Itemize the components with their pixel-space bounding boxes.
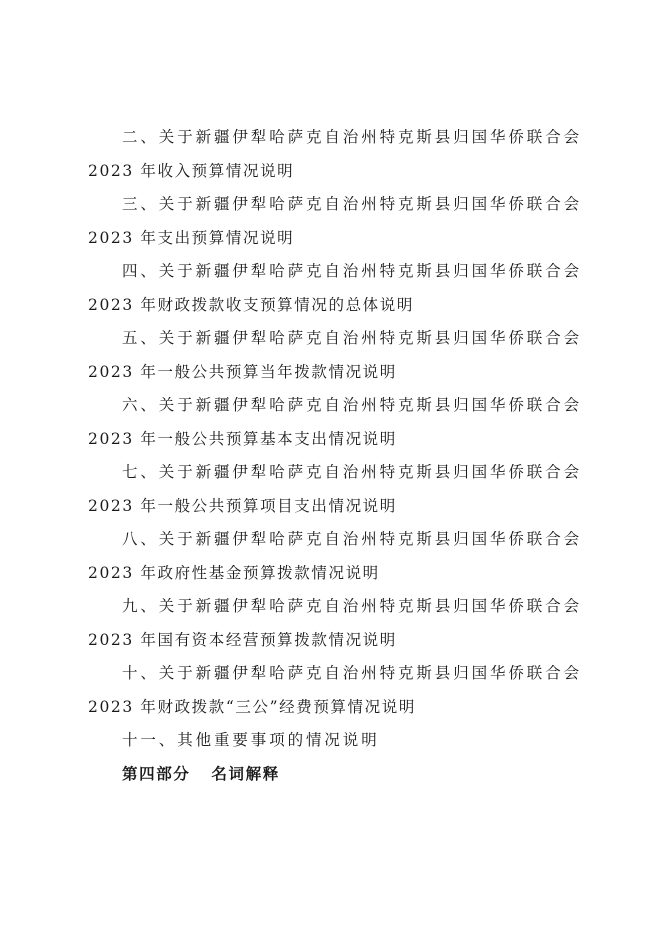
toc-entry-11: 十一、其他重要事项的情况说明 xyxy=(122,731,380,749)
toc-entry-title: 四、关于新疆伊犁哈萨克自治州特克斯县归国华侨联合会 xyxy=(122,262,583,280)
toc-entry-9 xyxy=(88,590,588,657)
part-four-heading: 第四部分 名词解释 xyxy=(122,764,280,783)
toc-entry-5 xyxy=(88,322,588,389)
toc-entry-subtitle: 2023 年财政拨款“三公”经费预算情况说明 xyxy=(88,697,416,716)
toc-entry-title: 五、关于新疆伊犁哈萨克自治州特克斯县归国华侨联合会 xyxy=(122,329,583,347)
toc-entry-title: 六、关于新疆伊犁哈萨克自治州特克斯县归国华侨联合会 xyxy=(122,396,583,414)
toc-entry-subtitle: 2023 年收入预算情况说明 xyxy=(88,161,295,180)
toc-entry-title: 七、关于新疆伊犁哈萨克自治州特克斯县归国华侨联合会 xyxy=(122,463,583,481)
toc-entry-subtitle: 2023 年一般公共预算项目支出情况说明 xyxy=(88,496,397,515)
toc-entry-8 xyxy=(88,523,588,590)
toc-entry-title: 十、关于新疆伊犁哈萨克自治州特克斯县归国华侨联合会 xyxy=(122,664,583,682)
toc-entry-title: 九、关于新疆伊犁哈萨克自治州特克斯县归国华侨联合会 xyxy=(122,597,583,615)
table-of-contents xyxy=(88,121,588,791)
toc-entry-subtitle: 2023 年国有资本经营预算拨款情况说明 xyxy=(88,630,397,649)
toc-entry-7 xyxy=(88,456,588,523)
toc-entry-subtitle: 2023 年财政拨款收支预算情况的总体说明 xyxy=(88,295,414,314)
toc-entry-title: 二、关于新疆伊犁哈萨克自治州特克斯县归国华侨联合会 xyxy=(122,128,583,146)
toc-entry-3 xyxy=(88,188,588,255)
toc-entry-title: 八、关于新疆伊犁哈萨克自治州特克斯县归国华侨联合会 xyxy=(122,530,583,548)
toc-entry-2 xyxy=(88,121,588,188)
toc-entry-subtitle: 2023 年一般公共预算基本支出情况说明 xyxy=(88,429,397,448)
toc-entry-subtitle: 2023 年支出预算情况说明 xyxy=(88,228,295,247)
toc-entry-title: 三、关于新疆伊犁哈萨克自治州特克斯县归国华侨联合会 xyxy=(122,195,583,213)
toc-entry-subtitle: 2023 年政府性基金预算拨款情况说明 xyxy=(88,563,380,582)
toc-entry-6 xyxy=(88,389,588,456)
toc-entry-subtitle: 2023 年一般公共预算当年拨款情况说明 xyxy=(88,362,397,381)
toc-entry-10 xyxy=(88,657,588,724)
toc-entry-4 xyxy=(88,255,588,322)
